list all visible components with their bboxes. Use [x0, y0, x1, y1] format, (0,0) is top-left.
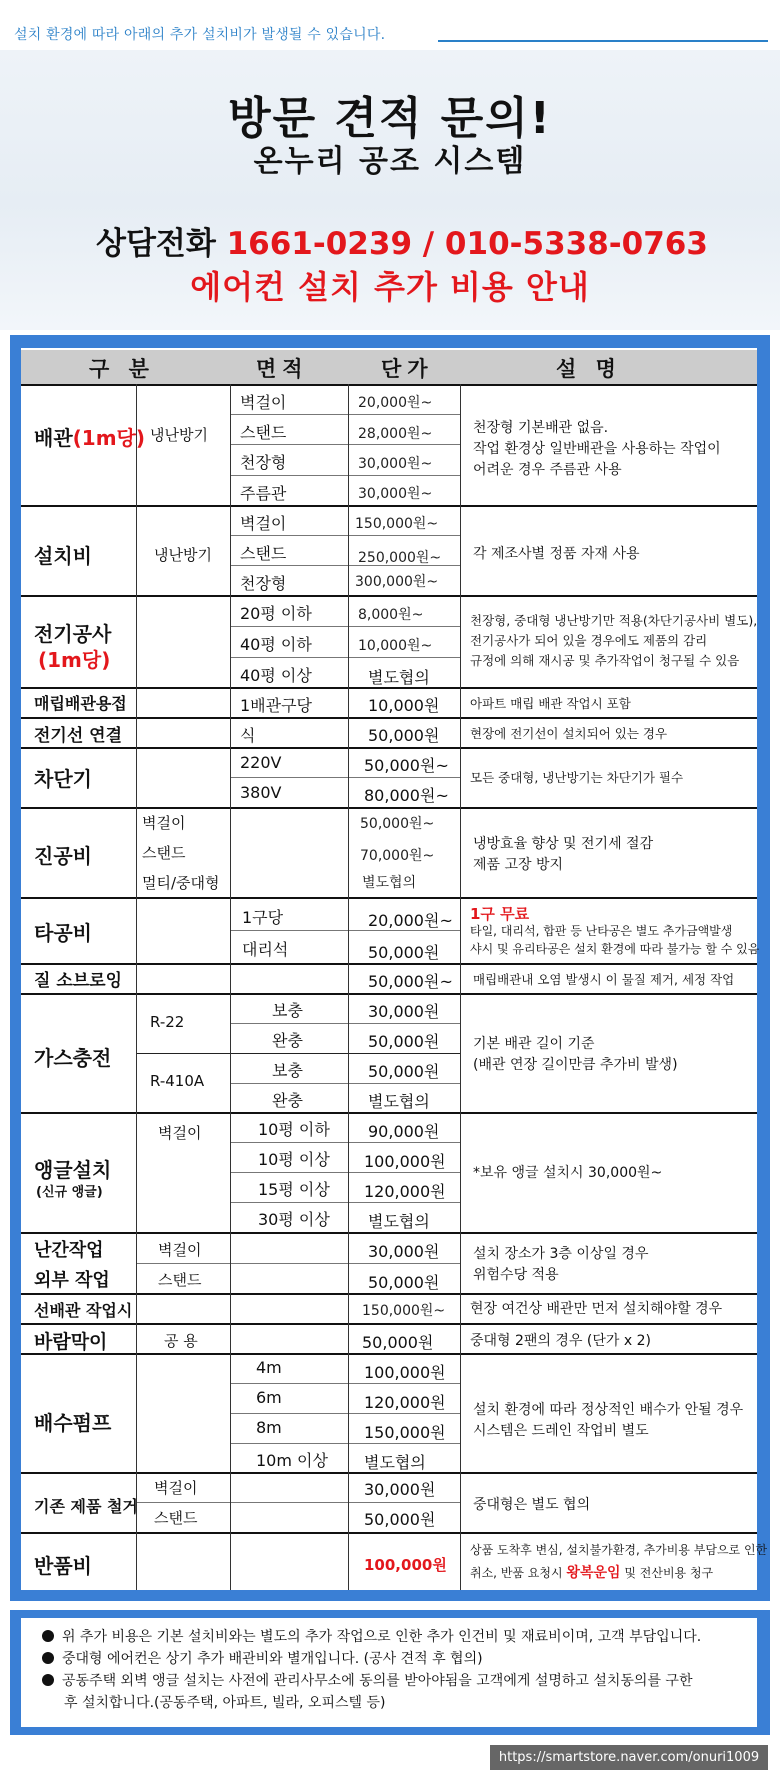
sub-row-divider [230, 444, 460, 445]
sub-row-divider [230, 626, 460, 627]
header-area: 면적 [256, 357, 309, 381]
phone-numbers[interactable]: 1661-0239 / 010-5338-0763 [226, 226, 708, 262]
row-divider [21, 807, 757, 809]
table-header [21, 350, 757, 384]
price-cell: 50,000원 [368, 1273, 440, 1292]
area-cell: 380V [240, 783, 282, 802]
price-cell: 50,000원 [362, 1333, 434, 1352]
row-breaker-category: 차단기 [34, 767, 92, 791]
desc-line: 샤시 및 유리타공은 설치 환경에 따라 불가능 할 수 있음 [470, 942, 760, 956]
price-cell: 30,000원~ [358, 486, 433, 502]
column-divider [136, 384, 137, 1590]
row-vacuum-category: 진공비 [34, 844, 92, 868]
drilling-free-badge: 1구 무료 [470, 905, 530, 923]
desc-line: 현장에 전기선이 설치되어 있는 경우 [470, 726, 668, 741]
price-cell: 10,000원~ [358, 638, 433, 654]
sub-row-divider [230, 1443, 460, 1444]
company-name: 온누리 공조 시스템 [253, 144, 527, 179]
area-cell: 10평 이상 [258, 1150, 330, 1169]
price-cell: 150,000원~ [362, 1303, 446, 1319]
price-cell: 별도협의 [368, 1212, 430, 1231]
top-rule-divider [438, 40, 768, 42]
sub-row-divider [230, 1413, 460, 1414]
note-item-continued: 후 설치합니다.(공동주택, 아파트, 빌라, 오피스텔 등) [64, 1695, 386, 1711]
area-cell: 완충 [272, 1091, 303, 1110]
area-cell: 벽걸이 [240, 393, 287, 412]
desc-line: 시스템은 드레인 작업비 별도 [473, 1423, 649, 1439]
row-windproof-category: 바람막이 [34, 1331, 108, 1353]
area-cell: 4m [256, 1358, 282, 1377]
row-install-sub: 냉난방기 [154, 546, 212, 564]
price-cell: 50,000원 [368, 1032, 440, 1051]
price-cell: 70,000원~ [360, 848, 435, 864]
price-cell: 별도협의 [362, 875, 417, 891]
desc-line: 설치 환경에 따라 정상적인 배수가 안될 경우 [473, 1402, 744, 1418]
price-cell: 20,000원~ [368, 911, 453, 930]
row-buried-category: 매립배관용접 [34, 694, 127, 713]
header-price: 단가 [381, 357, 434, 381]
price-cell: 120,000원 [364, 1182, 446, 1201]
row-exterior-category: 외부 작업 [34, 1270, 110, 1291]
area-cell: 벽걸이 [240, 514, 287, 533]
row-piping-category: 배관(1m당) [34, 426, 145, 450]
sub-cell: 스탠드 [154, 1509, 198, 1527]
sub-cell: 벽걸이 [158, 1241, 202, 1259]
row-install-category: 설치비 [34, 544, 92, 568]
desc-line: 취소, 반품 요청시 왕복운임 및 전산비용 청구 [470, 1565, 714, 1581]
sub-row-divider [230, 1023, 460, 1024]
row-angle-category: 앵글설치 [34, 1158, 112, 1182]
price-cell: 120,000원 [364, 1393, 446, 1412]
sub-cell: 공 용 [164, 1332, 198, 1350]
area-cell: 식 [240, 726, 256, 745]
store-url[interactable]: https://smartstore.naver.com/onuri1009 [490, 1745, 768, 1770]
price-cell: 100,000원 [364, 1556, 447, 1574]
round-trip-highlight: 왕복운임 [566, 1565, 621, 1581]
row-divider [21, 1232, 757, 1234]
area-cell: 30평 이상 [258, 1210, 330, 1229]
area-cell: 스탠드 [240, 423, 287, 442]
row-divider [21, 1323, 757, 1325]
price-cell: 50,000원 [368, 726, 440, 745]
sub-cell: R-22 [150, 1013, 185, 1031]
price-cell: 250,000원~ [358, 550, 442, 566]
bullet-icon [42, 1652, 54, 1664]
sub-row-divider [230, 1083, 460, 1084]
desc-line: 어려운 경우 주름관 사용 [473, 462, 622, 478]
area-cell: 보충 [272, 1001, 303, 1020]
sub-cell: 벽걸이 [154, 1479, 198, 1497]
desc-line: *보유 앵글 설치시 30,000원~ [473, 1165, 663, 1181]
column-divider [230, 384, 231, 1590]
area-cell: 8m [256, 1418, 282, 1437]
area-cell: 6m [256, 1388, 282, 1407]
desc-line: 위험수당 적용 [473, 1267, 559, 1283]
area-cell: 1배관구당 [240, 696, 313, 715]
sub-row-divider [230, 657, 460, 658]
sub-cell: 벽걸이 [158, 1124, 202, 1142]
desc-line: 기본 배관 길이 기준 [473, 1036, 595, 1052]
row-electric-category: 전기공사 [34, 622, 112, 646]
desc-line: 중대형은 별도 협의 [473, 1497, 591, 1513]
sub-cell: R-410A [150, 1072, 205, 1090]
row-drilling-category: 타공비 [34, 921, 92, 945]
row-prepipe-category: 선배관 작업시 [34, 1301, 133, 1320]
row-return-category: 반품비 [34, 1554, 92, 1578]
sub-row-divider [230, 777, 460, 778]
sub-row-divider [136, 1053, 460, 1054]
price-cell: 100,000원 [364, 1152, 446, 1171]
header-description: 설 명 [556, 357, 622, 381]
price-cell: 20,000원~ [358, 395, 433, 411]
price-cell: 80,000원~ [364, 786, 449, 805]
bullet-icon [42, 1674, 54, 1686]
desc-line: 천장형, 중대형 냉난방기만 적용(차단기공사비 별도), [470, 613, 758, 628]
price-cell: 50,000원 [364, 1510, 436, 1529]
price-cell: 별도협의 [368, 668, 430, 687]
desc-line: 타일, 대리석, 합판 등 난타공은 별도 추가금액발생 [470, 924, 733, 938]
price-cell: 30,000원 [368, 1242, 440, 1261]
row-electric-unit: (1m당) [38, 648, 111, 672]
desc-line: 매립배관내 오염 발생시 이 물질 제거, 세정 작업 [473, 972, 735, 987]
row-rail-category: 난간작업 [34, 1240, 104, 1261]
area-cell: 완충 [272, 1031, 303, 1050]
area-cell: 천장형 [240, 453, 287, 472]
top-notice: 설치 환경에 따라 아래의 추가 설치비가 발생될 수 있습니다. [14, 27, 386, 43]
sub-row-divider [230, 1172, 460, 1173]
page-title: 방문 견적 문의! [228, 93, 552, 144]
row-pump-category: 배수펌프 [34, 1411, 112, 1435]
area-cell: 220V [240, 753, 282, 772]
row-divider [21, 1293, 757, 1295]
sub-row-divider [230, 1383, 460, 1384]
desc-line: 모든 중대형, 냉난방기는 차단기가 필수 [470, 770, 684, 785]
price-cell: 50,000원~ [360, 816, 435, 832]
row-divider [21, 505, 757, 507]
price-cell: 별도협의 [364, 1453, 426, 1472]
row-divider [21, 595, 757, 597]
row-angle-note: (신규 앵글) [36, 1185, 103, 1200]
phone-line [96, 218, 708, 263]
price-cell: 300,000원~ [355, 574, 439, 590]
row-divider [21, 1112, 757, 1114]
price-cell: 30,000원~ [358, 456, 433, 472]
desc-line: 규정에 의해 재시공 및 추가작업이 청구될 수 있음 [470, 653, 740, 668]
column-divider [348, 384, 349, 1590]
desc-line: 작업 환경상 일반배관을 사용하는 작업이 [473, 441, 721, 457]
note-item: 공동주택 외벽 앵글 설치는 사전에 관리사무소에 동의를 받아야됨을 고객에게 설명하고 설치동의를 구한 [42, 1670, 692, 1690]
price-cell: 150,000원~ [355, 516, 439, 532]
desc-line: 각 제조사별 정품 자재 사용 [473, 546, 640, 562]
area-cell: 대리석 [242, 940, 289, 959]
sub-row-divider [230, 1202, 460, 1203]
sub-cell: 벽걸이 [142, 814, 186, 832]
row-gas-category: 가스충전 [34, 1046, 112, 1070]
price-cell: 50,000원~ [368, 972, 453, 991]
price-cell: 150,000원 [364, 1423, 446, 1442]
desc-line: 현장 여건상 배관만 먼저 설치해야할 경우 [470, 1301, 723, 1317]
row-removal-category: 기존 제품 철거 [34, 1497, 138, 1516]
price-cell: 100,000원 [364, 1363, 446, 1382]
bullet-icon [42, 1630, 54, 1642]
row-nitrogen-category: 질 소브로잉 [34, 971, 123, 991]
desc-line: 아파트 매립 배관 작업시 포함 [470, 696, 631, 711]
price-cell: 50,000원 [368, 943, 440, 962]
sub-row-divider [136, 1263, 460, 1264]
desc-line: 전기공사가 되어 있을 경우에도 제품의 감리 [470, 633, 708, 648]
area-cell: 10m 이상 [256, 1451, 328, 1470]
area-cell: 스탠드 [240, 544, 287, 563]
desc-line: 냉방효율 향상 및 전기세 절감 [473, 836, 654, 852]
column-divider [460, 384, 461, 1590]
row-divider [21, 747, 757, 749]
row-piping-sub: 냉난방기 [150, 426, 208, 444]
area-cell: 40평 이하 [240, 635, 312, 654]
sub-cell: 스탠드 [142, 844, 186, 862]
area-cell: 천장형 [240, 574, 287, 593]
sub-cell: 멀티/중대형 [142, 874, 220, 892]
sub-row-divider [230, 535, 460, 536]
area-cell: 1구당 [242, 908, 284, 927]
note-item: 중대형 에어컨은 상기 추가 배관비와 별개입니다. (공사 견적 후 협의) [42, 1648, 483, 1668]
page-subtitle: 에어컨 설치 추가 비용 안내 [190, 268, 590, 306]
price-cell: 별도협의 [368, 1092, 430, 1111]
desc-line: 중대형 2팬의 경우 (단가 x 2) [470, 1333, 651, 1349]
price-cell: 30,000원 [364, 1480, 436, 1499]
area-cell: 20평 이하 [240, 604, 312, 623]
desc-line: 상품 도착후 변심, 설치불가환경, 추가비용 부담으로 인한 [470, 1543, 768, 1557]
area-cell: 보충 [272, 1061, 303, 1080]
sub-row-divider [230, 414, 460, 415]
desc-line: (배관 연장 길이만큼 추가비 발생) [473, 1057, 678, 1073]
desc-line: 설치 장소가 3층 이상일 경우 [473, 1246, 649, 1262]
sub-row-divider [230, 475, 460, 476]
price-cell: 90,000원 [368, 1122, 440, 1141]
area-cell: 15평 이상 [258, 1180, 330, 1199]
area-cell: 10평 이하 [258, 1120, 330, 1139]
row-divider [21, 993, 757, 995]
row-wire-category: 전기선 연결 [34, 726, 123, 746]
area-cell: 40평 이상 [240, 666, 312, 685]
row-divider [21, 384, 757, 386]
desc-line: 제품 고장 방지 [473, 857, 564, 873]
sub-cell: 스탠드 [158, 1271, 202, 1289]
row-divider [21, 963, 757, 965]
row-divider [21, 897, 757, 899]
price-cell: 8,000원~ [358, 607, 424, 623]
price-cell: 30,000원 [368, 1002, 440, 1021]
row-divider [21, 1532, 757, 1534]
header-category: 구 분 [89, 357, 155, 381]
price-cell: 50,000원 [368, 1062, 440, 1081]
sub-row-divider [230, 1142, 460, 1143]
sub-row-divider [136, 1502, 460, 1503]
price-cell: 50,000원~ [364, 756, 449, 775]
row-divider [21, 717, 757, 719]
price-cell: 28,000원~ [358, 426, 433, 442]
note-item: 위 추가 비용은 기본 설치비와는 별도의 추가 작업으로 인한 추가 인건비 및 재료비이며, 고객 부담입니다. [42, 1626, 701, 1646]
row-divider [21, 1353, 757, 1355]
phone-label: 상담전화 [96, 226, 216, 262]
desc-line: 천장형 기본배관 없음. [473, 420, 609, 436]
area-cell: 주름관 [240, 484, 287, 503]
price-cell: 10,000원 [368, 696, 440, 715]
